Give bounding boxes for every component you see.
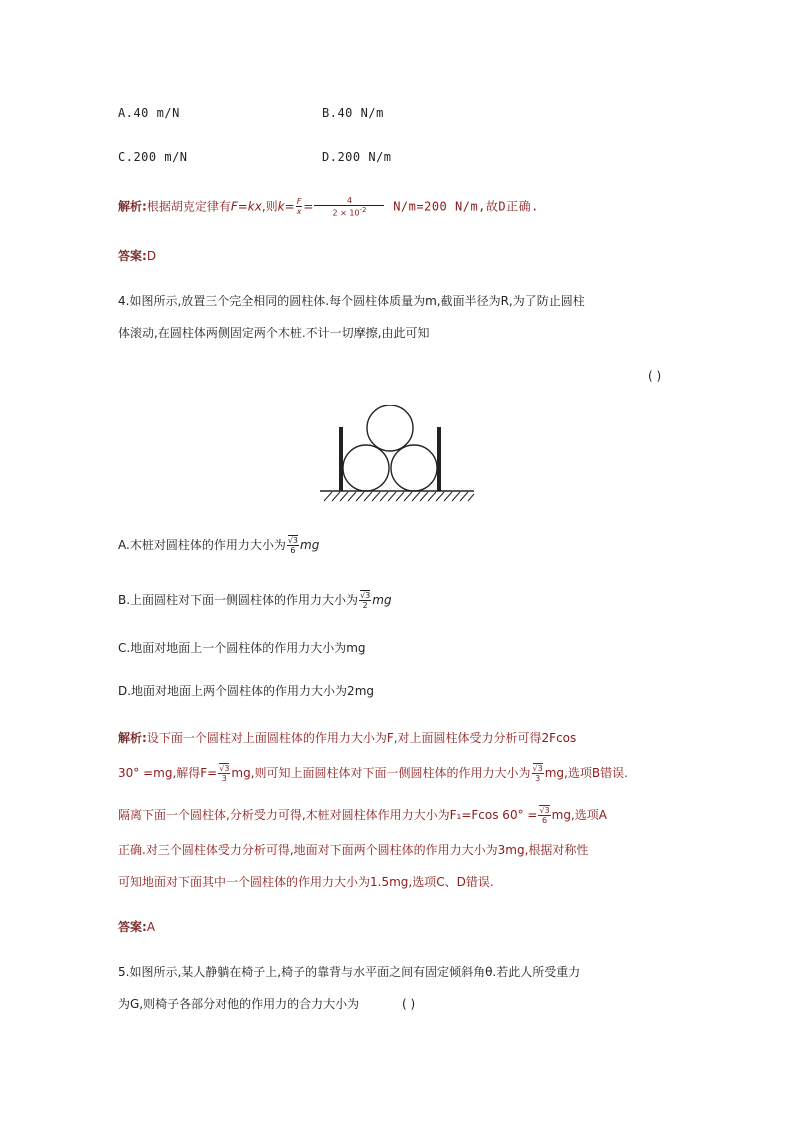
q4-answer-bracket: ( ) bbox=[648, 369, 662, 383]
q4-solution-line5: 可知地面对下面其中一个圆柱体的作用力大小为1.5mg,选项C、D错误. bbox=[118, 875, 494, 889]
q4-stem-line2: 体滚动,在圆柱体两侧固定两个木桩.不计一切摩擦,由此可知 bbox=[118, 326, 430, 340]
upper-cylinder bbox=[367, 405, 413, 451]
q5-answer-bracket: ( ) bbox=[402, 997, 416, 1011]
q3-answer: 答案:D bbox=[118, 249, 157, 263]
q4-option-c: C.地面对地面上一个圆柱体的作用力大小为mg bbox=[118, 641, 366, 655]
q4-answer: 答案:A bbox=[118, 920, 156, 934]
fraction: $\frac{√3}{3}$ bbox=[219, 764, 230, 783]
fraction: $\frac{√3}{3}$ bbox=[532, 764, 543, 783]
option-b: B.40 N/m bbox=[322, 106, 384, 120]
fraction: $\frac{√3}{2}$ bbox=[360, 591, 371, 610]
fraction: $\frac{√3}{6}$ bbox=[539, 806, 550, 825]
fraction: $\frac{F}{x}$ bbox=[296, 197, 302, 217]
ground-hatch bbox=[324, 492, 474, 501]
q5-stem-line1: 5.如图所示,某人静躺在椅子上,椅子的靠背与水平面之间有固定倾斜角θ.若此人所受重力 bbox=[118, 965, 581, 979]
q4-solution-line1: 解析:设下面一个圆柱对上面圆柱体的作用力大小为F,对上面圆柱体受力分析可得2Fcos bbox=[118, 731, 577, 745]
q4-solution-line3: 隔离下面一个圆柱体,分析受力可得,木桩对圆柱体作用力大小为F₁=Fcos 60° = $\frac{√3}{6}$ mg,选项A bbox=[118, 806, 607, 825]
lower-right-cylinder bbox=[391, 445, 437, 491]
left-post bbox=[339, 427, 343, 491]
q4-solution-line4: 正确.对三个圆柱体受力分析可得,地面对下面两个圆柱体的作用力大小为3mg,根据对称性 bbox=[118, 843, 589, 857]
option-a: A.40 m/N bbox=[118, 106, 180, 120]
q3-solution: 解析:根据胡克定律有F=kx,则k= $\frac{F}{x}$ = $\frac{4}{2 \times 10-2}$ N/m=200 N/m,故D正确. bbox=[118, 196, 539, 218]
lower-left-cylinder bbox=[343, 445, 389, 491]
q4-option-a: A.木桩对圆柱体的作用力大小为 $\frac{√3}{6}$ mg bbox=[118, 536, 320, 555]
q4-stem-line1: 4.如图所示,放置三个完全相同的圆柱体.每个圆柱体质量为m,截面半径为R,为了防止圆柱 bbox=[118, 294, 585, 308]
option-c: C.200 m/N bbox=[118, 150, 188, 164]
right-post bbox=[437, 427, 441, 491]
fraction: $\frac{√3}{6}$ bbox=[287, 536, 299, 555]
q4-option-b: B.上面圆柱对下面一侧圆柱体的作用力大小为 $\frac{√3}{2}$ mg bbox=[118, 591, 392, 610]
q4-solution-line2: 30° =mg,解得F= $\frac{√3}{3}$ mg,则可知上面圆柱体对下面一侧圆柱体的作用力大小为 $\frac{√3}{3}$ mg,选项B错误. bbox=[118, 764, 628, 783]
q5-stem-line2: 为G,则椅子各部分对他的作用力的合力大小为 bbox=[118, 997, 360, 1011]
option-d: D.200 N/m bbox=[322, 150, 392, 164]
fraction: $\frac{4}{2 \times 10-2}$ bbox=[314, 196, 384, 218]
q4-option-d: D.地面对地面上两个圆柱体的作用力大小为2mg bbox=[118, 684, 374, 698]
solution-label: 解析: bbox=[118, 199, 147, 214]
cylinders-figure bbox=[318, 405, 478, 510]
